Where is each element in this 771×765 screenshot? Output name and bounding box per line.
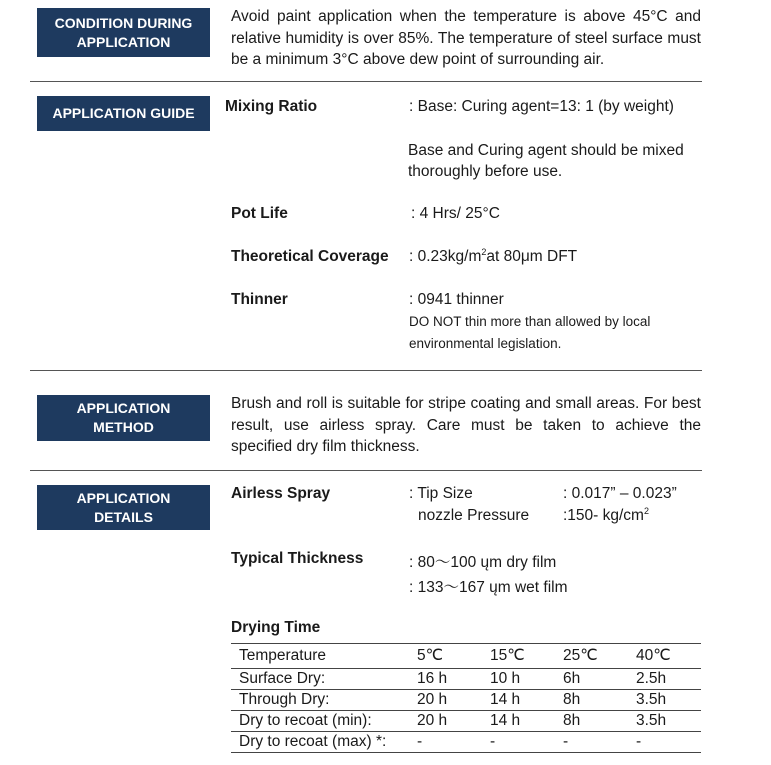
table-cell: 16 h xyxy=(417,669,490,690)
table-cell: - xyxy=(417,732,490,753)
table-row xyxy=(231,711,701,732)
table-cell: 3.5h xyxy=(636,690,701,711)
airless-spray-label: Airless Spray xyxy=(231,485,331,502)
table-cell: 15℃ xyxy=(490,644,563,669)
nozzle-pressure-label: nozzle Pressure xyxy=(418,507,530,524)
mixing-note-line1: Base and Curing agent should be mixed xyxy=(408,142,684,159)
pot-life-label: Pot Life xyxy=(231,205,288,222)
thickness-wet: : 133～167 ųm wet film xyxy=(409,579,568,596)
table-cell: Surface Dry: xyxy=(231,669,417,690)
divider-2 xyxy=(30,370,702,371)
thinner-value: : 0941 thinner xyxy=(409,291,504,308)
table-cell: 8h xyxy=(563,711,636,732)
table-cell: 2.5h xyxy=(636,669,701,690)
table-cell: Temperature xyxy=(231,644,417,669)
details-label xyxy=(37,485,210,530)
guide-label xyxy=(37,96,210,131)
tip-size-value: : 0.017” – 0.023” xyxy=(563,485,677,502)
method-label-line1: APPLICATION xyxy=(76,400,171,416)
coverage-value-post: at 80μm DFT xyxy=(486,248,578,265)
table-cell: 25℃ xyxy=(563,644,636,669)
pot-life-value: : 4 Hrs/ 25°C xyxy=(411,205,500,222)
condition-label-line1: CONDITION DURING xyxy=(54,14,193,31)
coverage-value-pre: : 0.23kg/m xyxy=(409,248,482,265)
nozzle-sup: 2 xyxy=(643,506,649,516)
table-row xyxy=(231,690,701,711)
coverage-label: Theoretical Coverage xyxy=(231,248,389,265)
drying-time-table xyxy=(231,643,701,753)
mixing-ratio-label: Mixing Ratio xyxy=(225,98,318,115)
condition-label xyxy=(37,8,210,57)
coverage-sup: 2 xyxy=(481,247,487,257)
condition-text: Avoid paint application when the temperature is above 45°C and relative humidity is over 85%. The temperature of steel surface must be a minimum 3°C above dew point of surrounding air. xyxy=(231,8,701,68)
table-cell: - xyxy=(490,732,563,753)
table-cell: 14 h xyxy=(490,711,563,732)
mixing-ratio-value: : Base: Curing agent=13: 1 (by weight) xyxy=(409,98,674,115)
thickness-dry: : 80～100 ųm dry film xyxy=(409,554,557,571)
table-cell: 40℃ xyxy=(636,644,701,669)
table-cell: 10 h xyxy=(490,669,563,690)
table-cell: Through Dry: xyxy=(231,690,417,711)
table-cell: - xyxy=(563,732,636,753)
table-cell: 6h xyxy=(563,669,636,690)
method-label-line2: METHOD xyxy=(93,419,154,435)
table-header-row xyxy=(231,644,701,669)
guide-label-text: APPLICATION GUIDE xyxy=(52,105,195,121)
table-cell: - xyxy=(636,732,701,753)
table-cell: 14 h xyxy=(490,690,563,711)
mixing-note-line2: thoroughly before use. xyxy=(408,163,563,180)
table-cell: 3.5h xyxy=(636,711,701,732)
divider-3 xyxy=(30,470,702,471)
method-label xyxy=(37,395,210,441)
drying-time-title: Drying Time xyxy=(231,619,321,636)
table-cell: 20 h xyxy=(417,690,490,711)
table-row xyxy=(231,669,701,690)
table-cell: 8h xyxy=(563,690,636,711)
method-text: Brush and roll is suitable for stripe coating and small areas. For best result, use airless spray. Care must be taken to achieve the specified dry film thickness. xyxy=(231,395,701,455)
tip-size-label: : Tip Size xyxy=(409,485,473,502)
table-cell: Dry to recoat (min): xyxy=(231,711,417,732)
condition-label-line2: APPLICATION xyxy=(76,33,171,50)
details-label-line2: DETAILS xyxy=(94,508,153,525)
table-cell: 5℃ xyxy=(417,644,490,669)
typical-thickness-label: Typical Thickness xyxy=(231,550,364,567)
details-label-line1: APPLICATION xyxy=(76,489,171,506)
nozzle-pressure-value xyxy=(563,507,649,525)
nozzle-value-pre: :150- kg/cm xyxy=(563,507,644,524)
table-row xyxy=(231,732,701,753)
divider-1 xyxy=(30,81,702,82)
coverage-value xyxy=(409,248,577,266)
thinner-note-line1: DO NOT thin more than allowed by local xyxy=(409,314,651,329)
table-cell: 20 h xyxy=(417,711,490,732)
thinner-label: Thinner xyxy=(231,291,288,308)
thinner-note-line2: environmental legislation. xyxy=(409,336,562,351)
table-cell: Dry to recoat (max) *: xyxy=(231,732,417,753)
